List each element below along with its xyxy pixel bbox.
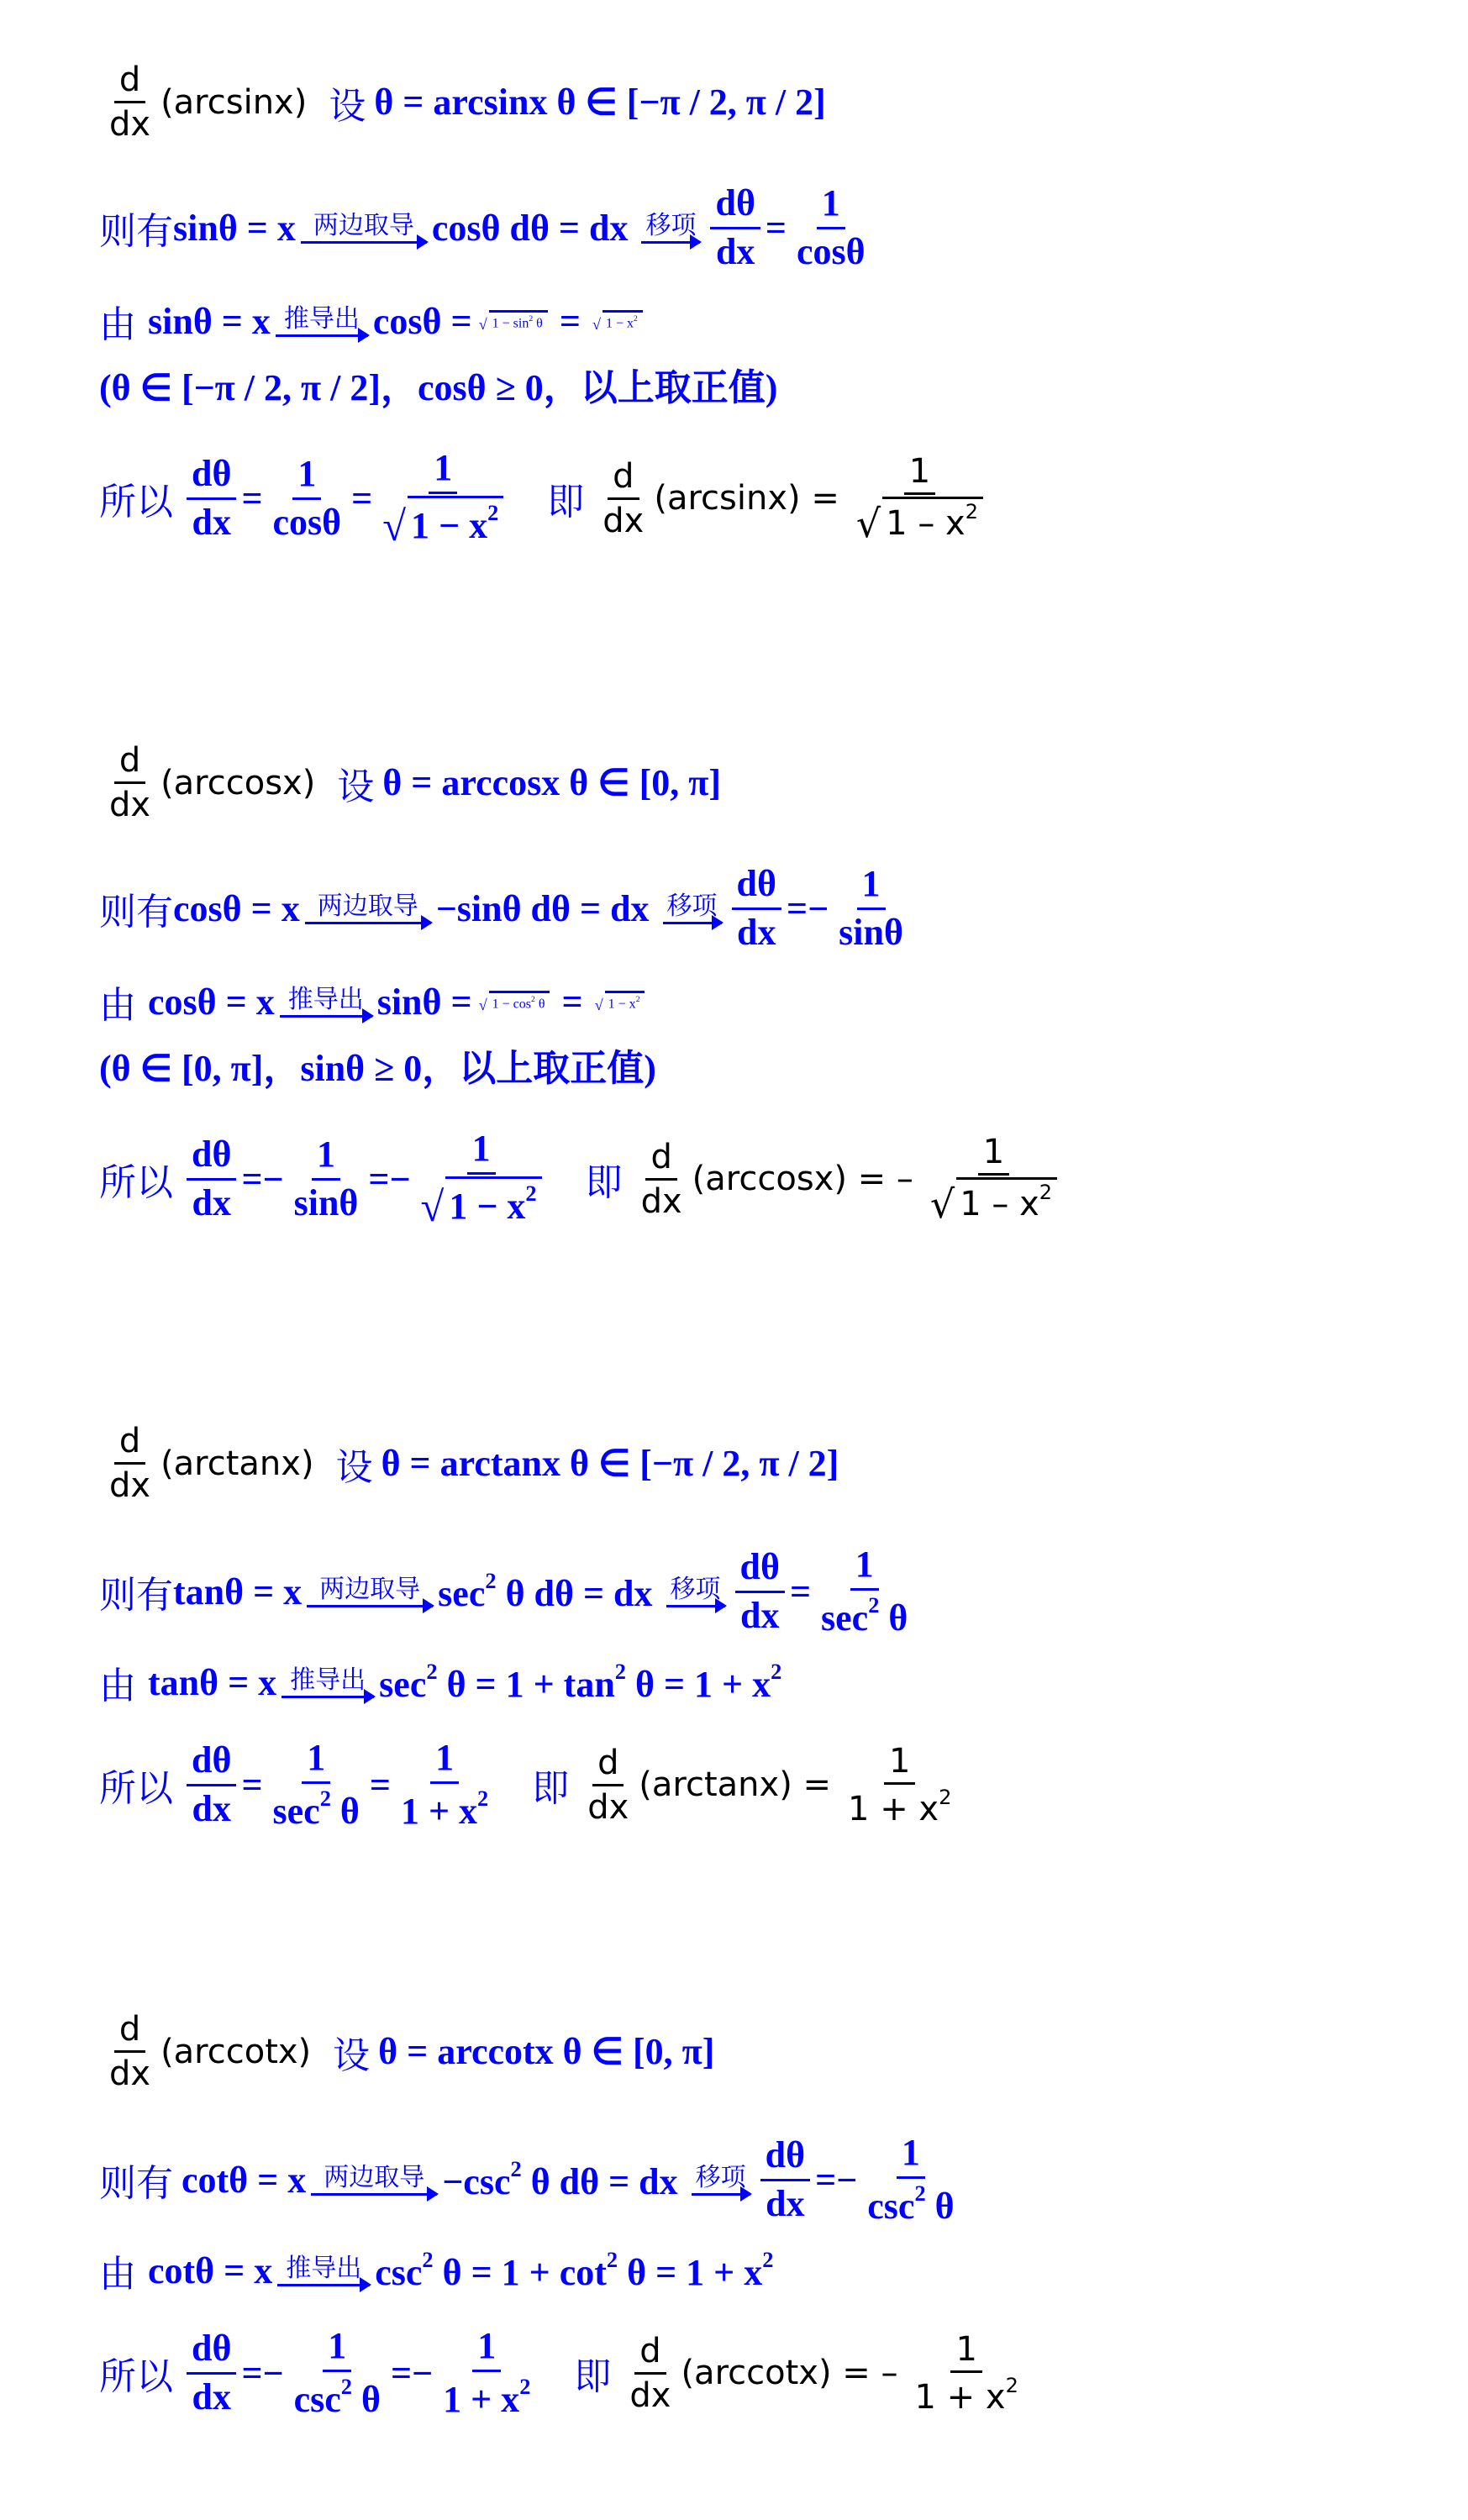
header-function: (arccosx) (160, 763, 316, 802)
header-derivative-operator-denominator: dx (109, 786, 151, 824)
final-derivative-operator (597, 455, 649, 542)
superscript-two: 2 (868, 1591, 880, 1618)
radical-sign-icon: √ (420, 1182, 445, 1230)
equals-sign: = (241, 2352, 263, 2394)
conclusion-dtheta-dx (187, 451, 236, 545)
final-function: (arccotx) = – (681, 2354, 898, 2393)
differentiate-arrow-label: 两边取导 (324, 2163, 425, 2193)
dtheta-dx-fraction-numerator: dθ (760, 2133, 810, 2181)
conclusion-line (99, 445, 993, 551)
dtheta-dx-fraction (760, 2133, 810, 2227)
dtheta-dx-fraction (710, 181, 760, 275)
header-derivative-operator-numerator: d (114, 1420, 145, 1465)
identity-sqrt-x-argument: $1 - x^2$ (605, 991, 645, 1013)
header-derivative-operator-denominator: dx (109, 2054, 151, 2093)
identity-expression: $\sec^2 \theta = 1 + \tan^2 \theta = 1 + x^2$ (379, 1658, 782, 1706)
final-derivative-operator (636, 1136, 687, 1223)
header-substitution: θ = arctanx θ ∈ [−π / 2, π / 2] (381, 1443, 839, 1484)
conclusion-trig-fraction-numerator: 1 (323, 2323, 351, 2372)
dtheta-dx-fraction-numerator: dθ (735, 1544, 785, 1593)
final-result-fraction (910, 2328, 1023, 2418)
final-derivative-operator (582, 1742, 634, 1828)
conclusion-dtheta-dx (187, 1132, 236, 1226)
header-given-label: 设 (337, 765, 375, 808)
conclusion-x-fraction-sqrt-argument: $1 - x^2$ (445, 1176, 541, 1228)
therefore-label: 所以 (99, 1767, 173, 1811)
right-arrow-icon (280, 1015, 372, 1018)
conclusion-x-fraction-denominator: $1 + x^2$ (443, 2373, 531, 2420)
implicit-differentiation-line (99, 861, 913, 955)
radical-sign-icon: √ (478, 315, 487, 333)
reciprocal-fraction-denominator: $\sec^2 \theta$ (821, 1591, 908, 1639)
dtheta-dx-fraction (732, 861, 781, 955)
superscript-two: 2 (1039, 1180, 1053, 1204)
right-arrow-icon (305, 922, 431, 924)
ie-label: 即 (585, 1161, 623, 1205)
equals-sign: = (368, 1158, 390, 1200)
from-label: 由 (99, 1665, 136, 1707)
final-result-fraction (843, 1740, 956, 1830)
final-derivative-operator-numerator: d (608, 455, 639, 500)
minus-sign: − (836, 2159, 858, 2201)
rearrange-arrow (641, 212, 700, 244)
right-arrow-icon (666, 1605, 725, 1607)
superscript-two: 2 (485, 1568, 497, 1594)
final-derivative-operator-denominator: dx (587, 1787, 629, 1827)
final-result-fraction-numerator: 1 (904, 450, 935, 495)
conclusion-x-fraction-denominator (377, 494, 508, 552)
derive-arrow-label: 推导出 (290, 1665, 366, 1695)
differentiate-arrow-label: 两边取导 (319, 1575, 421, 1605)
reciprocal-fraction-numerator: 1 (817, 181, 845, 229)
reciprocal-fraction (834, 861, 908, 955)
identity-expression: cosθ = (372, 300, 472, 342)
final-result-fraction-denominator: $1 + x^2$ (848, 1785, 952, 1828)
dtheta-dx-fraction-denominator: dx (715, 230, 755, 272)
reciprocal-fraction-numerator: 1 (857, 861, 886, 910)
equation-start: sinθ = x (173, 207, 296, 249)
header-derivative-operator-numerator: d (114, 2008, 145, 2053)
dtheta-dx-fraction-numerator: dθ (710, 181, 760, 229)
conclusion-x-fraction-numerator: 1 (430, 1735, 459, 1784)
superscript-two: 2 (340, 2373, 352, 2399)
sign-note-text: (θ ∈ [0, π]，sinθ ≥ 0，以上取正值) (99, 1048, 656, 1089)
header-derivative-operator-numerator: d (114, 59, 145, 103)
radical-sign-icon: √ (929, 1181, 955, 1227)
derive-arrow (276, 305, 368, 337)
superscript-two: 2 (487, 499, 499, 525)
differentiate-arrow (305, 892, 431, 924)
conclusion-trig-fraction (289, 2323, 386, 2423)
reciprocal-fraction-denominator: $\csc^2 \theta$ (867, 2180, 955, 2227)
dtheta-dx-fraction-denominator: dx (737, 911, 776, 953)
final-result-fraction-denominator: $1 + x^2$ (914, 2373, 1018, 2417)
final-derivative-operator-denominator: dx (640, 1181, 682, 1221)
derive-arrow-label: 推导出 (283, 304, 360, 334)
superscript-two: 2 (606, 2246, 618, 2272)
then-label: 则有 (99, 210, 173, 254)
equation-start: tanθ = x (173, 1570, 303, 1612)
conclusion-x-fraction-denominator (416, 1175, 547, 1233)
final-function: (arcsinx) = (654, 479, 839, 518)
reciprocal-fraction (816, 1542, 913, 1641)
header-derivative-operator-denominator: dx (109, 105, 151, 144)
rearrange-arrow-label: 移项 (670, 1575, 721, 1605)
identity-sqrt-trig-argument: $1 - \cos^2 \theta$ (489, 991, 550, 1013)
conclusion-x-fraction-denominator: $1 + x^2$ (400, 1785, 489, 1832)
conclusion-trig-fraction-denominator: $\sec^2 \theta$ (272, 1785, 360, 1832)
superscript-two: 2 (510, 2156, 522, 2182)
conclusion-trig-fraction (268, 451, 347, 545)
superscript-two: 2 (762, 2246, 774, 2272)
header-function: (arccotx) (160, 2032, 312, 2071)
identity-sqrt-x (595, 991, 645, 1013)
ie-label: 即 (532, 1767, 570, 1811)
final-derivative-operator-numerator: d (645, 1136, 676, 1181)
final-function: (arctanx) = (639, 1765, 832, 1805)
final-result-fraction-numerator: 1 (978, 1131, 1009, 1176)
radical-sign-icon: √ (594, 996, 603, 1013)
differentiate-arrow-label: 两边取导 (313, 211, 414, 241)
identity-sqrt-trig-argument: $1 - \sin^2 \theta$ (489, 310, 548, 332)
implicit-differentiation-line (99, 1542, 918, 1641)
right-arrow-icon (277, 2284, 370, 2286)
equation-start: cosθ = x (173, 887, 300, 929)
section-header (99, 2008, 714, 2095)
superscript-two: 2 (422, 2246, 434, 2272)
conclusion-dtheta-dx-denominator: dx (192, 1787, 231, 1829)
final-result-fraction-sqrt-argument: $1 - x^2$ (956, 1177, 1057, 1223)
then-label: 则有 (99, 891, 173, 934)
minus-sign: − (808, 887, 829, 929)
derive-arrow-label: 推导出 (286, 2254, 362, 2283)
identity-expression: $\csc^2 \theta = 1 + \cot^2 \theta = 1 + x^2$ (375, 2246, 774, 2294)
therefore-label: 所以 (99, 2355, 173, 2399)
final-derivative-operator-numerator: d (634, 2330, 666, 2375)
conclusion-trig-fraction (289, 1132, 364, 1226)
final-derivative-operator (624, 2330, 676, 2417)
conclusion-trig-fraction-numerator: 1 (292, 451, 321, 500)
right-arrow-icon (692, 2193, 750, 2196)
equals-sign: = (390, 2352, 413, 2394)
minus-sign: − (389, 1158, 411, 1200)
superscript-two: 2 (914, 2180, 926, 2206)
superscript-two: 2 (771, 1658, 782, 1684)
final-result-fraction-numerator: 1 (950, 2328, 981, 2373)
superscript-two: 2 (614, 1658, 626, 1684)
radical-sign-icon: √ (855, 500, 881, 546)
identity-sqrt-x (592, 310, 643, 332)
header-derivative-operator (104, 59, 155, 145)
final-derivative-operator-denominator: dx (602, 501, 645, 540)
differential-equation: −sinθ dθ = dx (435, 887, 650, 929)
equals-sign: = (241, 477, 263, 519)
ie-label: 即 (547, 481, 585, 524)
header-function: (arctanx) (160, 1444, 314, 1483)
equals-sign: = (241, 1158, 263, 1200)
reciprocal-fraction-numerator: 1 (897, 2130, 925, 2179)
reciprocal-fraction-numerator: 1 (850, 1542, 879, 1591)
header-given-label: 设 (333, 2033, 371, 2077)
rearrange-arrow-label: 移项 (645, 211, 697, 241)
rearrange-arrow (663, 892, 722, 924)
header-given-label: 设 (329, 84, 366, 128)
minus-sign: − (262, 2352, 284, 2394)
superscript-two: 2 (634, 313, 638, 324)
final-result-fraction-sqrt (929, 1177, 1057, 1227)
identity-sqrt-trig (479, 310, 548, 332)
header-given-label: 设 (335, 1445, 373, 1489)
identity-start: cosθ = x (148, 981, 275, 1023)
ie-label: 即 (574, 2355, 612, 2399)
conclusion-line (99, 1735, 961, 1834)
identity-line (99, 294, 643, 348)
conclusion-dtheta-dx-numerator: dθ (187, 1132, 236, 1181)
final-result-fraction (851, 450, 988, 547)
equals-sign: = (369, 1764, 391, 1806)
right-arrow-icon (301, 241, 427, 244)
right-arrow-icon (663, 922, 722, 924)
minus-sign: − (412, 2352, 434, 2394)
superscript-two: 2 (477, 1785, 489, 1811)
equals-sign: = (789, 1570, 812, 1612)
from-label: 由 (99, 2253, 136, 2296)
equals-sign: = (351, 477, 373, 519)
final-result-fraction-sqrt (855, 497, 983, 546)
conclusion-trig-fraction-denominator: cosθ (272, 501, 342, 543)
identity-line (99, 975, 645, 1029)
reciprocal-fraction-denominator: sinθ (839, 911, 903, 953)
differentiate-arrow (301, 212, 427, 244)
from-label: 由 (99, 984, 136, 1027)
header-derivative-operator (104, 1420, 155, 1507)
right-arrow-icon (307, 1605, 433, 1607)
conclusion-x-fraction-numerator: 1 (467, 1126, 496, 1175)
radical-sign-icon: √ (478, 996, 487, 1013)
header-substitution: θ = arccosx θ ∈ [0, π] (382, 762, 721, 803)
conclusion-x-fraction-numerator: 1 (429, 445, 457, 494)
sign-note (99, 1038, 656, 1092)
conclusion-x-fraction-sqrt (421, 1176, 542, 1228)
identity-line (99, 2244, 773, 2297)
conclusion-trig-fraction (268, 1735, 365, 1834)
final-function: (arccosx) = – (692, 1160, 913, 1199)
final-result-fraction-denominator (925, 1176, 1062, 1228)
header-substitution: θ = arcsinx θ ∈ [−π / 2, π / 2] (374, 82, 826, 123)
differentiate-arrow (307, 1576, 433, 1607)
equals-sign: = (786, 887, 808, 929)
header-function: (arcsinx) (160, 82, 308, 122)
final-result-fraction-numerator: 1 (884, 1740, 915, 1785)
reciprocal-fraction (792, 181, 871, 275)
dtheta-dx-fraction (735, 1544, 785, 1639)
conclusion-dtheta-dx-denominator: dx (192, 1181, 231, 1223)
identity-equals: = (559, 300, 581, 342)
then-label: 则有 (99, 2162, 173, 2206)
differentiate-arrow-label: 两边取导 (317, 892, 418, 922)
identity-equals: = (561, 981, 583, 1023)
superscript-two: 2 (531, 994, 535, 1004)
rearrange-arrow-label: 移项 (695, 2163, 746, 2193)
therefore-label: 所以 (99, 1161, 173, 1205)
section-header (99, 739, 721, 826)
rearrange-arrow-label: 移项 (666, 892, 718, 922)
header-derivative-operator (104, 739, 155, 826)
final-derivative-operator-numerator: d (592, 1742, 624, 1786)
reciprocal-fraction-denominator: cosθ (796, 230, 866, 272)
identity-start: sinθ = x (148, 300, 271, 342)
equals-sign: = (765, 207, 787, 249)
superscript-two: 2 (1005, 2373, 1018, 2397)
derive-arrow (277, 2254, 370, 2286)
sign-note-text: (θ ∈ [−π / 2, π / 2]，cosθ ≥ 0，以上取正值) (99, 367, 778, 408)
identity-start: cotθ = x (148, 2249, 273, 2291)
conclusion-trig-fraction-numerator: 1 (302, 1735, 330, 1784)
radical-sign-icon: √ (592, 315, 601, 333)
superscript-two: 2 (529, 313, 534, 324)
conclusion-dtheta-dx-numerator: dθ (187, 451, 236, 500)
header-derivative-operator-numerator: d (114, 739, 145, 784)
conclusion-x-fraction-sqrt (382, 496, 503, 548)
final-derivative-operator-denominator: dx (629, 2375, 671, 2415)
superscript-two: 2 (519, 2373, 531, 2399)
identity-start: tanθ = x (148, 1661, 277, 1703)
conclusion-dtheta-dx-denominator: dx (192, 501, 231, 543)
implicit-differentiation-line (99, 2130, 965, 2229)
sign-note (99, 357, 777, 411)
header-derivative-operator-denominator: dx (109, 1466, 151, 1505)
identity-sqrt-trig (479, 991, 550, 1013)
therefore-label: 所以 (99, 481, 173, 524)
dtheta-dx-fraction-numerator: dθ (732, 861, 781, 910)
differential-equation: $-\csc^2$ θ dθ = dx (442, 2156, 678, 2203)
superscript-two: 2 (319, 1785, 331, 1811)
conclusion-trig-fraction-numerator: 1 (312, 1132, 340, 1181)
radical-sign-icon: √ (382, 502, 406, 550)
equals-sign: = (241, 1764, 263, 1806)
derive-arrow (281, 1666, 374, 1698)
conclusion-x-fraction (416, 1126, 547, 1232)
right-arrow-icon (311, 2193, 437, 2196)
conclusion-dtheta-dx (187, 2326, 236, 2420)
conclusion-line (99, 1126, 1067, 1232)
conclusion-trig-fraction-denominator: sinθ (293, 1181, 359, 1223)
final-result-fraction-denominator (851, 495, 988, 547)
rearrange-arrow (666, 1576, 725, 1607)
differentiate-arrow (311, 2164, 437, 2196)
conclusion-line (99, 2323, 1029, 2423)
superscript-two: 2 (426, 1658, 438, 1684)
minus-sign: − (262, 1158, 284, 1200)
superscript-two: 2 (965, 499, 978, 523)
header-substitution: θ = arccotx θ ∈ [0, π] (378, 2031, 715, 2072)
right-arrow-icon (281, 1696, 374, 1698)
right-arrow-icon (276, 334, 368, 337)
identity-line (99, 1655, 781, 1709)
dtheta-dx-fraction-denominator: dx (766, 2182, 805, 2224)
section-header (99, 59, 826, 145)
differential-equation: $\sec^2 \theta$ dθ = dx (438, 1568, 653, 1615)
from-label: 由 (99, 303, 136, 346)
equals-sign: = (815, 2159, 837, 2201)
conclusion-x-fraction (377, 445, 508, 551)
superscript-two: 2 (525, 1180, 537, 1206)
reciprocal-fraction (862, 2130, 959, 2229)
right-arrow-icon (641, 241, 700, 244)
superscript-two: 2 (939, 1785, 952, 1809)
conclusion-trig-fraction-denominator: $\csc^2 \theta$ (293, 2373, 381, 2420)
header-derivative-operator (104, 2008, 155, 2095)
identity-sqrt-x-argument: $1 - x^2$ (602, 310, 643, 332)
final-result-fraction (925, 1131, 1062, 1228)
equation-start: cotθ = x (182, 2159, 307, 2201)
conclusion-dtheta-dx-denominator: dx (192, 2375, 231, 2417)
conclusion-x-fraction (396, 1735, 493, 1834)
derive-arrow (280, 986, 372, 1018)
differential-equation: cosθ dθ = dx (431, 207, 629, 249)
then-label: 则有 (99, 1574, 173, 1618)
implicit-differentiation-line (99, 181, 876, 275)
conclusion-x-fraction-numerator: 1 (472, 2323, 501, 2372)
rearrange-arrow (692, 2164, 750, 2196)
conclusion-x-fraction-sqrt-argument: $1 - x^2$ (408, 496, 503, 548)
conclusion-dtheta-dx-numerator: dθ (187, 2326, 236, 2375)
section-header (99, 1420, 839, 1507)
conclusion-dtheta-dx-numerator: dθ (187, 1738, 236, 1786)
derive-arrow-label: 推导出 (287, 985, 364, 1014)
superscript-two: 2 (635, 994, 640, 1004)
identity-expression: sinθ = (376, 981, 472, 1023)
conclusion-dtheta-dx (187, 1738, 236, 1832)
dtheta-dx-fraction-denominator: dx (739, 1594, 780, 1636)
conclusion-x-fraction (438, 2323, 535, 2423)
final-result-fraction-sqrt-argument: $1 - x^2$ (882, 497, 983, 543)
